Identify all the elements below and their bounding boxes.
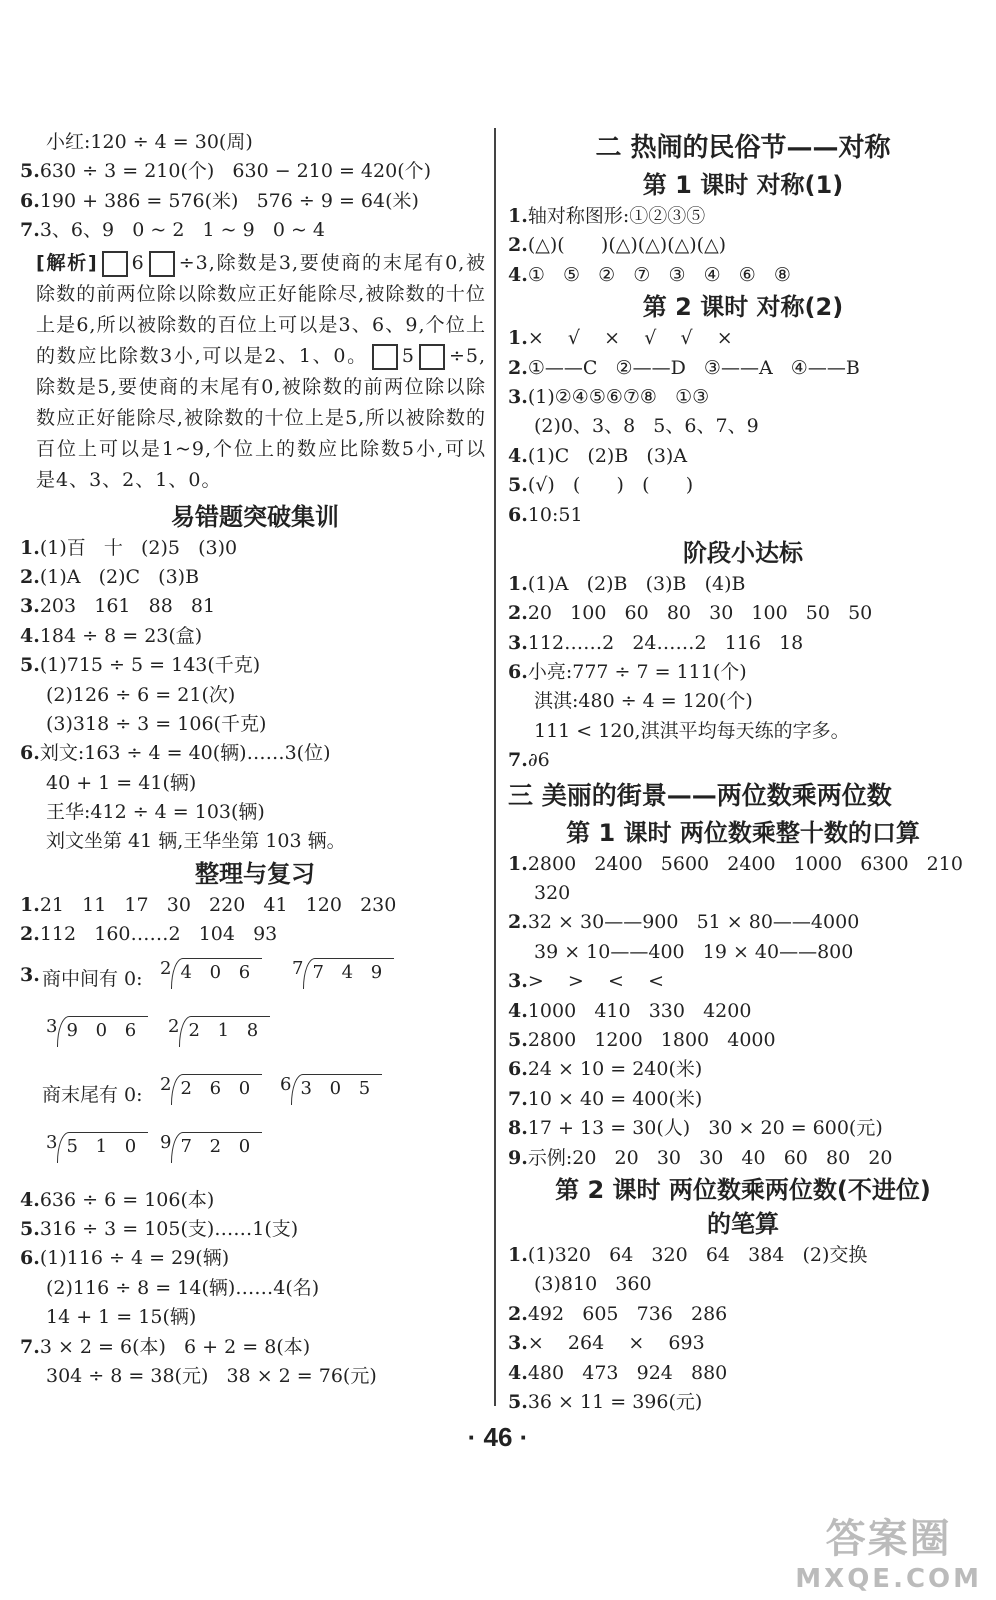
blank-box (372, 344, 398, 370)
analysis-digit: 5 (401, 344, 415, 367)
answer-text: > > < < (527, 970, 664, 993)
question-number: 7. (508, 749, 528, 772)
answer-line (508, 354, 978, 383)
answer-line (20, 216, 490, 245)
answer-line (20, 681, 490, 710)
answer-text: 2800 2400 5600 2400 1000 6300 210 (527, 852, 963, 875)
blank-box (102, 251, 128, 277)
question-number: 5. (20, 654, 40, 677)
answer-line (508, 1329, 978, 1358)
answer-line (20, 920, 490, 949)
question-number: 3. (20, 963, 40, 986)
column-divider (494, 128, 496, 1406)
answer-text: (1)320 64 320 64 384 (2)交换 (527, 1243, 868, 1266)
answer-line (508, 746, 978, 775)
answer-text: ① ⑤ ② ⑦ ③ ④ ⑥ ⑧ (527, 263, 791, 286)
lesson-heading-3-2-cont: 的笔算 (707, 1209, 779, 1238)
answer-text: (△)( )(△)(△)(△)(△) (527, 234, 727, 257)
answer-line (508, 231, 978, 260)
answer-line (20, 157, 490, 186)
answer-line (508, 1085, 978, 1114)
answer-text: 492 605 736 286 (527, 1302, 728, 1325)
answer-text: 王华:412 ÷ 4 = 103(辆) (46, 801, 265, 824)
long-division: 2 2 6 0 (160, 1074, 262, 1105)
question-number: 3. (20, 595, 40, 618)
answer-text: (1)②④⑤⑥⑦⑧ ①③ (527, 385, 710, 408)
answer-line (508, 1270, 978, 1299)
long-division: 2 2 1 8 (168, 1016, 270, 1047)
answer-line (508, 1388, 978, 1417)
analysis-tag: [解析] (36, 251, 98, 274)
answer-line (508, 570, 978, 599)
answer-line (508, 1359, 978, 1388)
answer-text: ∂6 (527, 749, 550, 772)
answer-text: (1)715 ÷ 5 = 143(千克) (39, 654, 261, 677)
question-number: 2. (508, 602, 528, 625)
answer-line (20, 592, 490, 621)
answer-text: 轴对称图形:①②③⑤ (527, 205, 706, 227)
question-number: 4. (508, 263, 528, 286)
question-number: 4. (20, 1188, 40, 1211)
unit-heading-2: 二 热闹的民俗节——对称 (595, 133, 891, 163)
answer-text: 39 × 10——400 19 × 40——800 (534, 940, 854, 963)
question-number: 1. (20, 893, 40, 916)
answer-text: 36 × 11 = 396(元) (527, 1390, 703, 1413)
answer-line (508, 261, 978, 290)
long-division: 6 3 0 5 (280, 1074, 382, 1105)
question-number: 1. (508, 852, 528, 875)
answer-line (20, 1333, 490, 1362)
answer-text: 10 × 40 = 400(米) (527, 1087, 703, 1110)
question-number: 5. (20, 1218, 40, 1241)
answer-line (508, 658, 978, 687)
blank-box (149, 251, 175, 277)
question-number: 1. (508, 572, 528, 595)
answer-text: 304 ÷ 8 = 38(元) 38 × 2 = 76(元) (46, 1364, 377, 1387)
answer-line (20, 891, 490, 920)
long-division: 7 7 4 9 (292, 958, 394, 989)
answer-text: 1000 410 330 4200 (527, 999, 752, 1022)
answer-text: (3)810 360 (534, 1273, 652, 1296)
answer-line (508, 629, 978, 658)
answer-line (508, 501, 978, 530)
question-number: 1. (508, 205, 528, 227)
question-number: 2. (508, 1302, 528, 1325)
question-number: 4. (508, 999, 528, 1022)
question-number: 2. (508, 356, 528, 379)
blank-box (419, 344, 445, 370)
zhengli-answers-a (20, 891, 490, 950)
division-row (20, 950, 490, 1008)
answer-text: 淇淇:480 ÷ 4 = 120(个) (534, 690, 753, 713)
answer-text: (1)116 ÷ 4 = 29(辆) (39, 1247, 230, 1270)
answer-text: (√) ( ) ( ) (527, 474, 694, 497)
answer-text: 316 ÷ 3 = 105(支)……1(支) (39, 1218, 299, 1241)
zhengli-answers-b (20, 1186, 490, 1392)
answer-text: 111 < 120,淇淇平均每天练的字多。 (534, 719, 850, 742)
question-number: 6. (508, 661, 528, 684)
answer-line (508, 967, 978, 996)
answer-text: × 264 × 693 (527, 1332, 705, 1355)
answer-line (508, 938, 978, 967)
top-answers (20, 128, 490, 246)
answer-text: 32 × 30——900 51 × 80——4000 (527, 911, 860, 934)
answer-line (508, 997, 978, 1026)
answer-line (20, 1186, 490, 1215)
left-column (20, 128, 490, 1391)
question-number: 4. (20, 624, 40, 647)
answer-line (508, 717, 978, 746)
answer-text: 10:51 (527, 503, 583, 526)
lesson-2-1-answers (508, 202, 978, 290)
question-number: 4. (508, 1361, 528, 1384)
analysis-text-1: ÷3,除数是3,要使商的末尾有0,被除数的前两位除以除数应正好能除尽,被除数的十位上是6,所以被除数的百位上可以是3、6、9,个位上的数应比除数3小,可以是2、1、0。 (36, 251, 486, 367)
answer-text: (1)百 十 (2)5 (3)0 (39, 536, 238, 559)
yicuo-answers (20, 534, 490, 857)
answer-line (20, 769, 490, 798)
answer-text: (2)0、3、8 5、6、7、9 (534, 415, 759, 438)
question-number: 1. (508, 327, 528, 350)
question-number: 1. (508, 1243, 528, 1266)
question-number: 7. (508, 1087, 528, 1110)
lesson-heading-3-1: 第 1 课时 两位数乘整十数的口算 (566, 818, 920, 847)
answer-text: (1)C (2)B (3)A (527, 444, 688, 467)
unit-heading-3: 三 美丽的街景——两位数乘两位数 (508, 780, 892, 810)
answer-line (20, 563, 490, 592)
answer-line (20, 187, 490, 216)
answer-text: (2)116 ÷ 8 = 14(辆)……4(名) (46, 1276, 320, 1299)
question-number: 3. (508, 385, 528, 408)
answer-text: 14 + 1 = 15(辆) (46, 1306, 197, 1329)
division-block (20, 950, 490, 1186)
answer-text: ①——C ②——D ③——A ④——B (527, 356, 860, 379)
answer-text: 190 + 386 = 576(米) 576 ÷ 9 = 64(米) (39, 189, 419, 212)
answer-line (20, 651, 490, 680)
answer-line (508, 412, 978, 441)
answer-line (20, 1303, 490, 1332)
question-number: 3. (508, 631, 528, 654)
analysis-text-2: ÷5,除数是5,要使商的末尾有0,被除数的前两位除以除数应正好能除尽,被除数的十位上是5,所以被除数的百位上可以是1~9,个位上的数应比除数5小,可以是4、3、2、1、0。 (36, 344, 486, 491)
answer-line (508, 879, 978, 908)
lesson-heading-2-2: 第 2 课时 对称(2) (642, 293, 844, 322)
answer-text: 112……2 24……2 116 18 (527, 631, 804, 654)
answer-line (508, 442, 978, 471)
answer-text: (2)126 ÷ 6 = 21(次) (46, 683, 236, 706)
answer-line (508, 202, 978, 231)
answer-line (20, 1274, 490, 1303)
question-number: 9. (508, 1146, 528, 1169)
answer-text: 320 (534, 882, 571, 905)
question-number: 8. (508, 1117, 528, 1140)
answer-text: 203 161 88 81 (39, 595, 216, 618)
question-number: 4. (508, 444, 528, 467)
answer-text: 184 ÷ 8 = 23(盒) (39, 624, 203, 647)
question-number: 5. (508, 1390, 528, 1413)
answer-text: 630 ÷ 3 = 210(个) 630 − 210 = 420(个) (39, 160, 432, 183)
answer-line (508, 908, 978, 937)
answer-text: (3)318 ÷ 3 = 106(千克) (46, 712, 267, 735)
answer-line (20, 128, 490, 157)
question-number: 6. (508, 503, 528, 526)
answer-text: 小亮:777 ÷ 7 = 111(个) (527, 661, 747, 684)
lesson-heading-2-1: 第 1 课时 对称(1) (642, 171, 844, 199)
answer-line (508, 1114, 978, 1143)
answer-line (508, 1026, 978, 1055)
answer-text: 40 + 1 = 41(辆) (46, 771, 197, 794)
answer-line (20, 739, 490, 768)
answer-line (20, 622, 490, 651)
page-number: · 46 · (467, 1422, 529, 1452)
long-division: 3 9 0 6 (46, 1016, 148, 1047)
question-number: 3. (508, 1332, 528, 1355)
answer-line (508, 599, 978, 628)
question-number: 2. (20, 565, 40, 588)
question-number: 2. (20, 923, 40, 946)
division-label: 商末尾有 0: (42, 1083, 143, 1106)
answer-text: 3、6、9 0 ~ 2 1 ~ 9 0 ~ 4 (39, 219, 325, 242)
answer-text: 刘文坐第 41 辆,王华坐第 103 辆。 (46, 830, 346, 853)
answer-line (508, 850, 978, 879)
question-number: 7. (20, 1335, 40, 1358)
lesson-3-2-answers (508, 1241, 978, 1417)
answer-line (20, 827, 490, 856)
answer-line (20, 1362, 490, 1391)
answer-line (508, 324, 978, 353)
answer-line (20, 534, 490, 563)
section-heading-zhengli: 整理与复习 (195, 859, 315, 888)
answer-text: 636 ÷ 6 = 106(本) (39, 1188, 215, 1211)
answer-line (20, 1215, 490, 1244)
division-row (20, 1066, 490, 1124)
answer-text: 20 100 60 80 30 100 50 50 (527, 602, 873, 625)
lesson-3-1-answers (508, 850, 978, 1173)
answer-text: 刘文:163 ÷ 4 = 40(辆)……3(位) (39, 742, 331, 765)
answer-line (20, 1244, 490, 1273)
question-number: 1. (20, 536, 40, 559)
division-label: 商中间有 0: (42, 967, 143, 990)
answer-text: 480 473 924 880 (527, 1361, 728, 1384)
question-number: 2. (508, 911, 528, 934)
answer-text: 112 160……2 104 93 (39, 923, 278, 946)
question-number: 7. (20, 219, 40, 242)
long-division: 9 7 2 0 (160, 1132, 262, 1163)
answer-text: × √ × √ √ × (527, 327, 733, 350)
lesson-heading-3-2: 第 2 课时 两位数乘两位数(不进位) (555, 1175, 931, 1204)
answer-line (508, 383, 978, 412)
question-number: 3. (508, 970, 528, 993)
long-division: 3 5 1 0 (46, 1132, 148, 1163)
question-number: 6. (20, 1247, 40, 1270)
question-number: 5. (508, 474, 528, 497)
answer-text: 21 11 17 30 220 41 120 230 (39, 893, 397, 916)
answer-text: 17 + 13 = 30(人) 30 × 20 = 600(元) (527, 1117, 883, 1140)
question-number: 6. (20, 189, 40, 212)
division-row (20, 1124, 490, 1182)
question-number: 6. (508, 1058, 528, 1081)
answer-text: 2800 1200 1800 4000 (527, 1028, 776, 1051)
answer-text: 3 × 2 = 6(本) 6 + 2 = 8(本) (39, 1335, 311, 1358)
stage-answers (508, 570, 978, 776)
question-number: 2. (508, 234, 528, 257)
answer-line (508, 1055, 978, 1084)
answer-line (508, 471, 978, 500)
answer-text: (1)A (2)B (3)B (4)B (527, 572, 746, 595)
question-number: 5. (508, 1028, 528, 1051)
answer-line (508, 1241, 978, 1270)
right-column (508, 128, 978, 1417)
answer-line (508, 687, 978, 716)
section-heading-stage: 阶段小达标 (683, 538, 803, 567)
watermark-line-1: 答案圈 (825, 1516, 952, 1562)
long-division: 2 4 0 6 (160, 958, 262, 989)
analysis-digit: 6 (131, 251, 145, 274)
section-heading-yicuo: 易错题突破集训 (171, 502, 339, 531)
answer-text: 24 × 10 = 240(米) (527, 1058, 703, 1081)
answer-text: (1)A (2)C (3)B (39, 565, 200, 588)
answer-line (20, 798, 490, 827)
question-number: 6. (20, 742, 40, 765)
lesson-2-2-answers (508, 324, 978, 530)
answer-line (20, 710, 490, 739)
answer-text: 示例:20 20 30 30 40 60 80 20 (527, 1146, 893, 1169)
question-number: 5. (20, 160, 40, 183)
answer-text: 小红:120 ÷ 4 = 30(周) (46, 131, 253, 153)
division-row (20, 1008, 490, 1066)
watermark-logo (795, 1507, 982, 1594)
analysis-block (20, 248, 490, 496)
answer-line (508, 1144, 978, 1173)
watermark-line-2: MXQE.COM (795, 1564, 982, 1594)
answer-line (508, 1300, 978, 1329)
